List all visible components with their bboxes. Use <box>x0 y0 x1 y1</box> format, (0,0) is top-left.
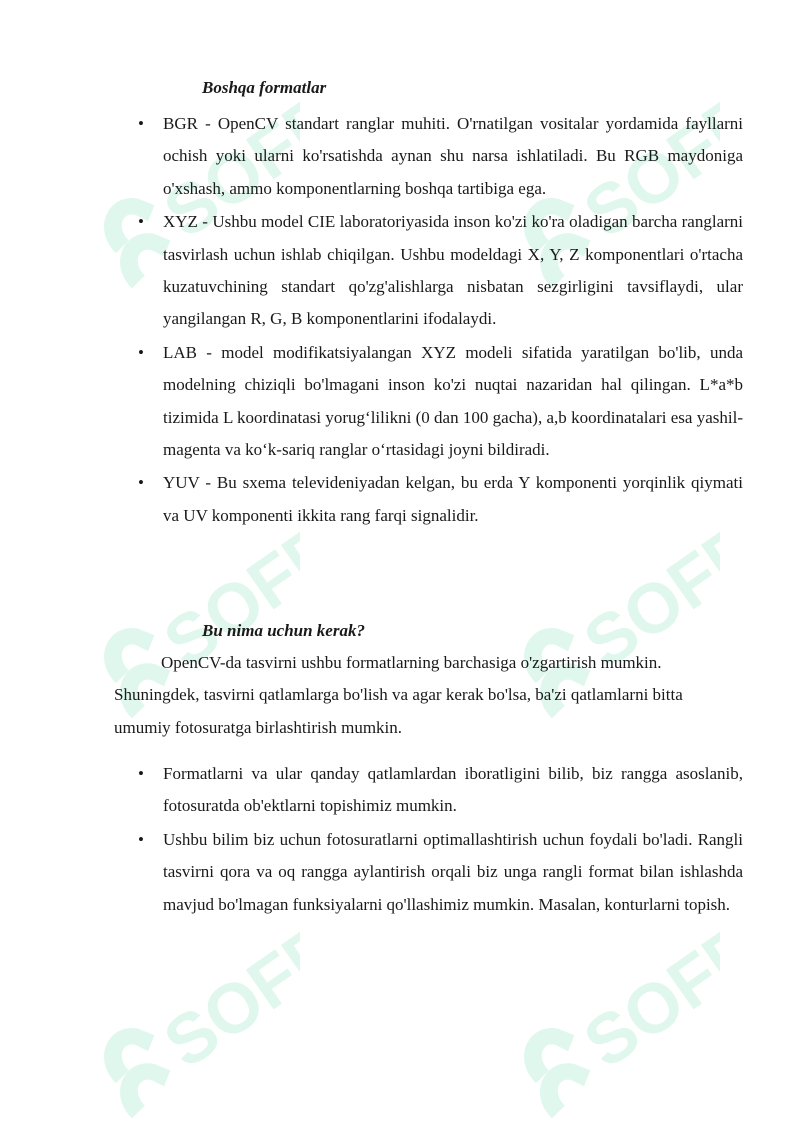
bullet-icon: • <box>138 473 144 493</box>
bullet-icon: • <box>138 764 144 783</box>
list-item-text: BGR - OpenCV standart ranglar muhiti. O'rnatilgan vositalar yordamida fayllarni ochish yoki ularni ko'rsatishda aynan shu narsa ishlatiladi. Bu RGB maydoniga o'xshash, ammo komponentlarning boshqa tartibiga ega. <box>163 114 743 198</box>
section-heading-why-needed: Bu nima uchun kerak? <box>202 621 365 640</box>
bullet-icon: • <box>138 829 144 849</box>
list-item-text: YUV - Bu sxema televideniyadan kelgan, bu erda Y komponenti yorqinlik qiymati va UV komponenti ikkita rang farqi signalidir. <box>163 473 743 525</box>
bullet-icon: • <box>138 212 144 232</box>
list-item <box>0 467 800 532</box>
list-item <box>0 206 800 336</box>
bullet-icon: • <box>138 114 144 133</box>
list-item-text: Formatlarni va ular qanday qatlamlardan iboratligini bilib, biz rangga asoslanib, fotosuratda ob'ektlarni topishimiz mumkin. <box>163 764 743 816</box>
list-item <box>0 337 800 467</box>
bullet-icon: • <box>138 342 144 362</box>
format-list <box>0 108 800 532</box>
list-item-text: XYZ - Ushbu model CIE laboratoriyasida inson ko'zi ko'ra oladigan barcha ranglarni tasvirlash uchun ishlab chiqilgan. Ushbu modeldagi X, Y, Z komponentlari o'rtacha kuzatuvchining standart qo'zg'alishlarga nisbatan sezgirligini tavsiflaydi, ular yangilangan R, G, B komponentlarini ifodalaydi. <box>163 212 743 329</box>
section-heading-other-formats: Boshqa formatlar <box>202 78 327 97</box>
list-item <box>0 824 800 921</box>
benefits-list <box>0 758 800 921</box>
list-item-text: Ushbu bilim biz uchun fotosuratlarni optimallashtirish uchun foydali bo'ladi. Rangli tasvirni qora va oq rangga aylantirish orqali biz unga rangli format bilan ishlashda mavjud bo'lmagan funksiyalarni qo'llashimiz mumkin. Masalan, konturlarni topish. <box>163 829 743 914</box>
list-item <box>0 758 800 823</box>
list-item <box>0 108 800 205</box>
body-paragraph: OpenCV-da tasvirni ushbu formatlarning barchasiga o'zgartirish mumkin. Shuningdek, tasvirni qatlamlarga bo'lish va agar kerak bo'lsa, ba'zi qatlamlarni bitta umumiy fotosuratga birlashtirish mumkin. <box>114 653 683 737</box>
list-item-text: LAB - model modifikatsiyalangan XYZ modeli sifatida yaratilgan bo'lib, unda modelning chiziqli bo'lmagani inson ko'zi nuqtai nazaridan hal qilingan. L*a*b tizimida L koordinatasi yorug‘lilikni (0 dan 100 gacha), a,b koordinatalari esa yashil-magenta va ko‘k-sariq ranglar o‘rtasidagi joyni bildiradi. <box>163 342 743 460</box>
